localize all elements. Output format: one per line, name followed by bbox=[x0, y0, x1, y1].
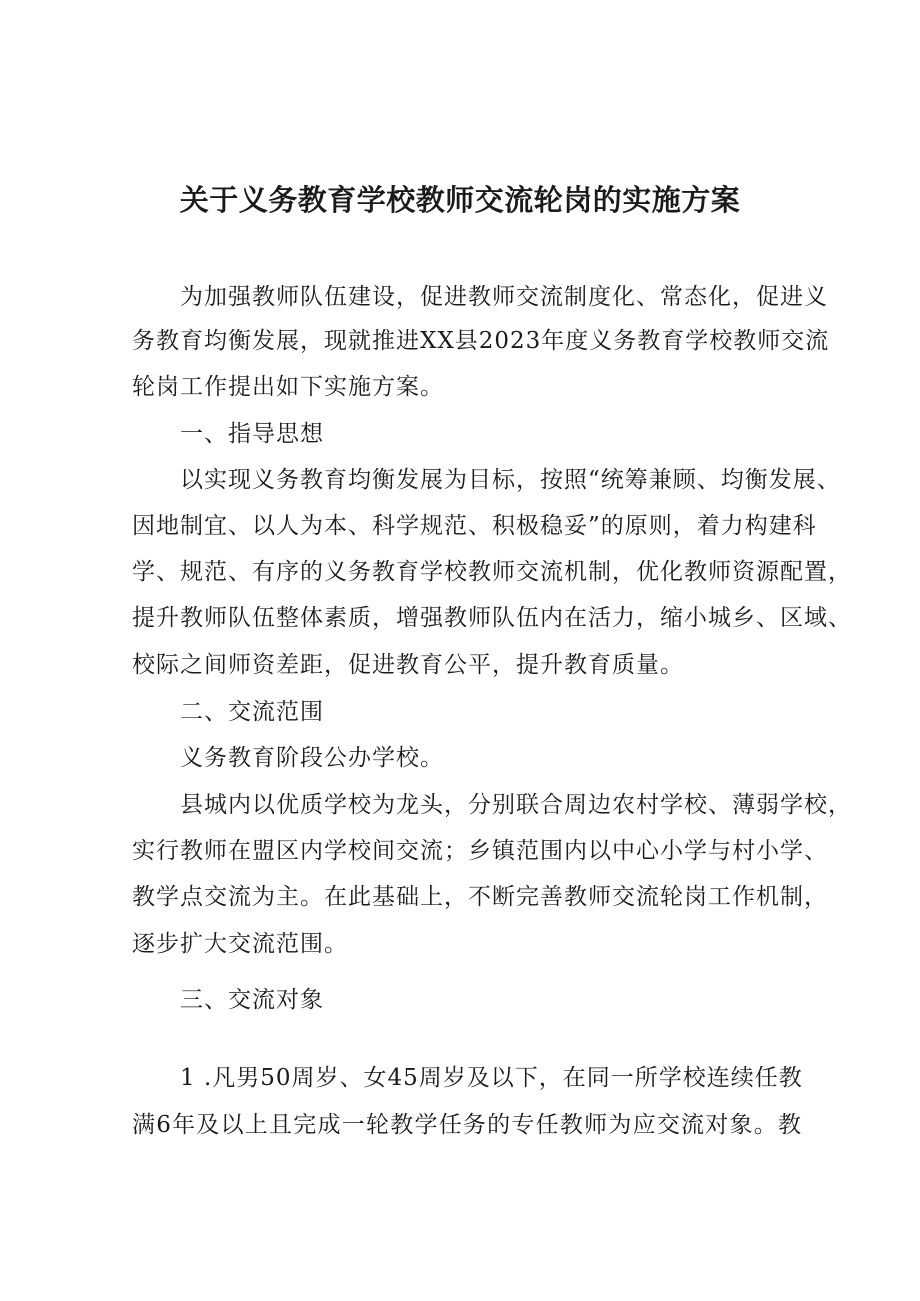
document-title: 关于义务教育学校教师交流轮岗的实施方案 bbox=[179, 183, 741, 217]
section2-heading: 二、交流范围 bbox=[180, 699, 324, 725]
section3-item1-line-1: 1 .凡男50周岁、女45周岁及以下，在同一所学校连续任教 bbox=[180, 1065, 803, 1091]
section1-line-1: 以实现义务教育均衡发展为目标，按照“统筹兼顾、均衡发展、 bbox=[180, 467, 841, 493]
section2-line-4: 逐步扩大交流范围。 bbox=[132, 931, 348, 957]
section2-line-3: 教学点交流为主。在此基础上，不断完善教师交流轮岗工作机制， bbox=[132, 884, 828, 910]
section1-line-3: 学、规范、有序的义务教育学校教师交流机制，优化教师资源配置， bbox=[132, 559, 852, 585]
section1-heading: 一、指导思想 bbox=[180, 421, 324, 447]
section1-line-4: 提升教师队伍整体素质，增强教师队伍内在活力，缩小城乡、区域、 bbox=[132, 605, 852, 631]
section1-line-5: 校际之间师资差距，促进教育公平，提升教育质量。 bbox=[132, 652, 684, 678]
section2-line-2: 实行教师在盟区内学校间交流；乡镇范围内以中心小学与村小学、 bbox=[132, 838, 828, 864]
intro-line-1: 为加强教师队伍建设，促进教师交流制度化、常态化，促进义 bbox=[180, 284, 828, 310]
section2-line-1: 县城内以优质学校为龙头，分别联合周边农村学校、薄弱学校， bbox=[180, 792, 852, 818]
section3-item1-line-2: 满6年及以上且完成一轮教学任务的专任教师为应交流对象。教 bbox=[132, 1112, 802, 1138]
section3-heading: 三、交流对象 bbox=[180, 987, 324, 1013]
section2-paragraph-1: 义务教育阶段公办学校。 bbox=[180, 745, 444, 771]
intro-line-2: 务教育均衡发展，现就推进XX县2023年度义务教育学校教师交流 bbox=[132, 328, 830, 354]
intro-line-3: 轮岗工作提出如下实施方案。 bbox=[132, 374, 444, 400]
section1-line-2: 因地制宜、以人为本、科学规范、积极稳妥”的原则，着力构建科 bbox=[132, 513, 817, 539]
